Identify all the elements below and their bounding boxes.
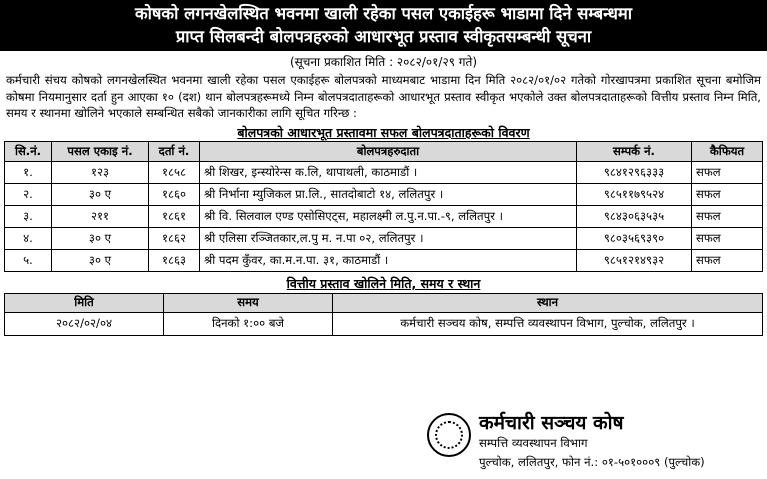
- table-row: [5, 312, 763, 335]
- table-row: [5, 249, 763, 271]
- cell-registration: १८६१: [149, 205, 200, 227]
- cell-contact: ९८४१२९६३३३: [577, 161, 692, 183]
- cell-contact: ९८४३०६३५३५: [577, 205, 692, 227]
- table-row: [5, 183, 763, 205]
- cell-serial: २.: [5, 183, 52, 205]
- cell-serial: ३.: [5, 205, 52, 227]
- cell-contact: ९८०३५६९३९०: [577, 227, 692, 249]
- cell-registration: १८६०: [149, 183, 200, 205]
- cell-venue: कर्मचारी सञ्चय कोष, सम्पत्ति व्यवस्थापन विभाग, पुल्चोक, ललितपुर ।: [333, 312, 763, 335]
- cell-serial: ४.: [5, 227, 52, 249]
- issuer-block: [427, 411, 757, 475]
- notice-title: [0, 0, 767, 51]
- col-remarks: कैफियत: [692, 141, 763, 161]
- financial-opening-heading: वित्तीय प्रस्ताव खोलिने मिति, समय र स्थान: [286, 275, 481, 291]
- successful-bidders-heading: बोलपत्रको आधारभूत प्रस्तावमा सफल बोलपत्रदाताहरूको विवरण: [237, 124, 530, 140]
- col-date: मिति: [5, 293, 164, 312]
- successful-bidders-table: [4, 141, 763, 272]
- col-serial: सि.नं.: [5, 141, 52, 161]
- notice-body: कर्मचारी संचय कोषको लगनखेलस्थित भवनमा खाली रहेका पसल एकाईहरू बोलपत्रको माध्यमबाट भाडामा दिन मिति २०८२/०१/०२ गतेको गोरखापत्रमा प्रकाशित सूचना बमोजिम कोषमा नियमानुसार दर्ता हुन आएका १० (दश) थान बोलपत्रहरूमध्ये निम्न बोलपत्रदाताहरूको आधारभूत प्रस्ताव स्वीकृत भएकोले उक्त बोलपत्रदाताहरूको वित्तीय प्रस्ताव निम्न मिति, समय र स्थानमा खोलिने भएकाले सम्बन्धित सबैको जानकारीका लागि सूचित गरिन्छ :: [6, 73, 761, 120]
- cell-shop-unit: ३० ए: [52, 183, 149, 205]
- cell-remarks: सफल: [692, 227, 763, 249]
- cell-shop-unit: १२३: [52, 161, 149, 183]
- org-name: कर्मचारी सञ्चय कोष: [479, 412, 624, 434]
- title-line-2: प्राप्त सिलबन्दी बोलपत्रहरुको आधारभूत प्रस्ताव स्वीकृतसम्बन्धी सूचना: [175, 27, 592, 46]
- cell-serial: १.: [5, 161, 52, 183]
- cell-serial: ५.: [5, 249, 52, 271]
- cell-contact: ९८५१२१४९३२: [577, 249, 692, 271]
- financial-opening-table: [4, 293, 763, 336]
- cell-remarks: सफल: [692, 249, 763, 271]
- cell-shop-unit: २११: [52, 205, 149, 227]
- cell-remarks: सफल: [692, 161, 763, 183]
- cell-shop-unit: ३० ए: [52, 227, 149, 249]
- cell-registration: १८६२: [149, 227, 200, 249]
- table-row: [5, 161, 763, 183]
- table-header-row: [5, 141, 763, 161]
- title-line-1: कोषको लगनखेलस्थित भवनमा खाली रहेका पसल एकाईहरू भाडामा दिने सम्बन्धमा: [134, 4, 633, 23]
- cell-bidder: श्री शिखर, इन्स्योरेन्स क.लि, थापाथली, काठमाडौं ।: [200, 161, 577, 183]
- cell-remarks: सफल: [692, 205, 763, 227]
- notice-published-date: (सूचना प्रकाशित मिति : २०८२/०१/२९ गते): [289, 55, 478, 69]
- org-address: पुल्चोक, ललितपुर, फोन नं.: ०१-५०१०००९ (पुल्चोक): [479, 455, 705, 469]
- col-bidder: बोलपत्रहरुदाता: [200, 141, 577, 161]
- org-department: सम्पत्ति व्यवस्थापन विभाग: [479, 436, 588, 450]
- cell-time: दिनको १:०० बजे: [164, 312, 333, 335]
- cell-registration: १८५८: [149, 161, 200, 183]
- cell-registration: १८६३: [149, 249, 200, 271]
- cell-bidder: श्री एलिसा रञ्जितकार,ल.पु म. न.पा ०२, ललितपुर ।: [200, 227, 577, 249]
- cell-bidder: श्री वि. सिलवाल एण्ड एसोसिएट्स, महालक्ष्मी ल.पु.न.पा.-९, ललितपुर ।: [200, 205, 577, 227]
- cell-contact: ९८५११७९५२४: [577, 183, 692, 205]
- col-venue: स्थान: [333, 293, 763, 312]
- col-registration: दर्ता नं.: [149, 141, 200, 161]
- table-header-row: [5, 293, 763, 312]
- cell-bidder: श्री निर्भाना म्युजिकल प्रा.लि., सातदोबाटो १४, ललितपुर ।: [200, 183, 577, 205]
- cell-remarks: सफल: [692, 183, 763, 205]
- col-time: समय: [164, 293, 333, 312]
- table-row: [5, 227, 763, 249]
- table-row: [5, 205, 763, 227]
- cell-shop-unit: ३० ए: [52, 249, 149, 271]
- col-shop-unit: पसल एकाइ नं.: [52, 141, 149, 161]
- seal-icon: [427, 413, 471, 457]
- cell-bidder: श्री पदम कुँवर, का.म.न.पा. ३१, काठमाडौं ।: [200, 249, 577, 271]
- col-contact: सम्पर्क नं.: [577, 141, 692, 161]
- cell-date: २०८२/०२/०४: [5, 312, 164, 335]
